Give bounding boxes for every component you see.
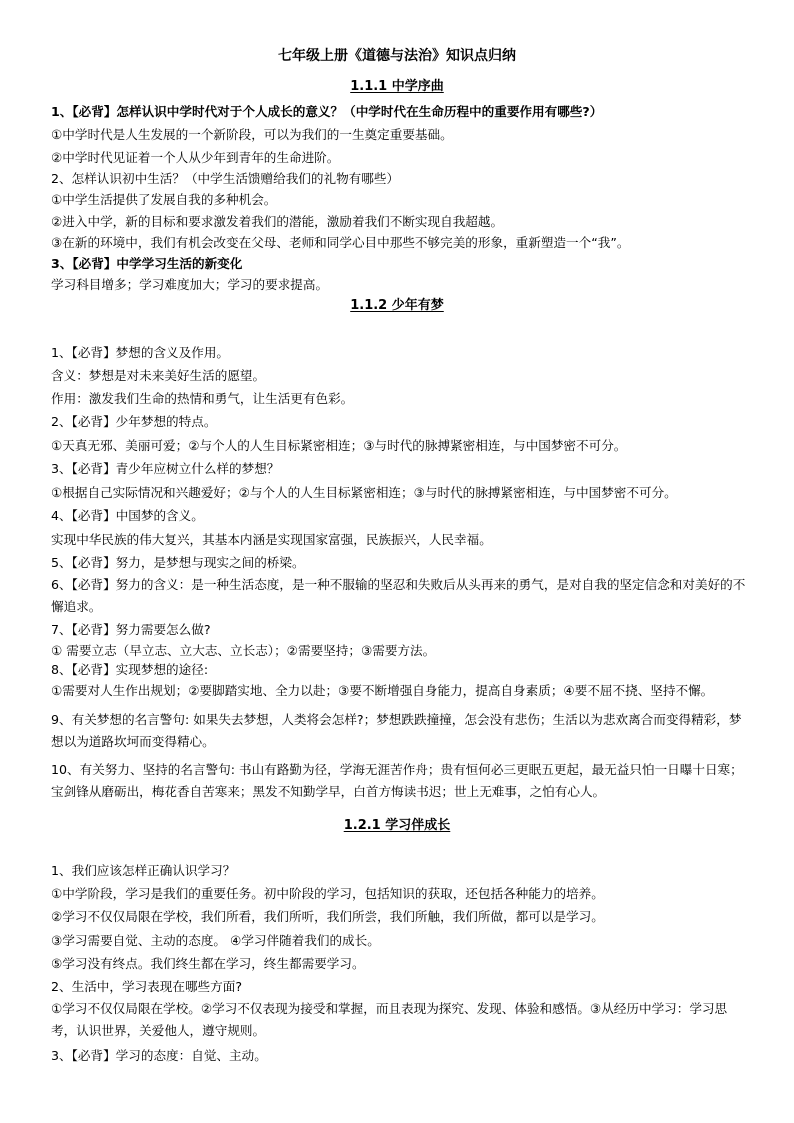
question-1: 1、【必背】梦想的含义及作用。 (51, 345, 230, 360)
section-heading-1-2-1: 1.2.1 学习伴成长 (343, 818, 451, 833)
answer-line: ②学习不仅仅局限在学校，我们所看，我们所听，我们所尝，我们所触，我们所做，都可以是学习。 (51, 909, 604, 924)
answer-line: 实现中华民族的伟大复兴，其基本内涵是实现国家富强，民族振兴，人民幸福。 (51, 532, 492, 547)
question-1: 1、【必背】怎样认识中学时代对于个人成长的意义？（中学时代在生命历程中的重要作用有哪些?） (51, 104, 603, 119)
answer-line: ①天真无邪、美丽可爱；②与个人的人生目标紧密相连；③与时代的脉搏紧密相连，与中国梦密不可分。 (51, 438, 627, 453)
answer-line: ①中学阶段，学习是我们的重要任务。初中阶段的学习，包括知识的获取，还包括各种能力的培养。 (51, 886, 604, 901)
answer-line: ②中学时代见证着一个人从少年到青年的生命进阶。 (51, 150, 340, 165)
question-2: 2、怎样认识初中生活？（中学生活馈赠给我们的礼物有哪些） (51, 171, 400, 186)
question-1: 1、我们应该怎样正确认识学习？ (51, 863, 236, 878)
answer-line: 学习科目增多；学习难度加大；学习的要求提高。 (51, 277, 329, 292)
section-heading-1-1-1: 1.1.1 中学序曲 (350, 79, 444, 94)
question-3: 3、【必背】中学学习生活的新变化 (51, 256, 243, 271)
question-5: 5、【必背】努力，是梦想与现实之间的桥梁。 (51, 555, 305, 570)
answer-paragraph: ①学习不仅仅局限在学校。②学习不仅表现为接受和掌握，而且表现为探究、发现、体验和感悟。③从经历中学习：学习思考，认识世界，关爱他人，遵守规则。 (51, 1001, 728, 1038)
question-8: 8、【必背】实现梦想的途径: (51, 662, 209, 677)
question-2: 2、生活中，学习表现在哪些方面? (51, 979, 243, 994)
answer-line: ①中学时代是人生发展的一个新阶段，可以为我们的一生奠定重要基础。 (51, 127, 453, 142)
section-heading-1-1-2: 1.1.2 少年有梦 (350, 298, 444, 313)
answer-line: ①根据自己实际情况和兴趣爱好；②与个人的人生目标紧密相连；③与时代的脉搏紧密相连，与中国梦密不可分。 (51, 485, 677, 500)
quotes-dreams: 9、有关梦想的名言警句: 如果失去梦想，人类将会怎样?；梦想跌跌撞撞，怎会没有悲伤；生活以为悲欢离合而变得精彩，梦想以为道路坎坷而变得精心。 (51, 712, 742, 749)
question-7: 7、【必背】努力需要怎么做? (51, 622, 211, 637)
document-title: 七年级上册《道德与法治》知识点归纳 (278, 48, 516, 64)
question-6: 6、【必背】努力的含义：是一种生活态度，是一种不服输的坚忍和失败后从头再来的勇气，是对自我的坚定信念和对美好的不懈追求。 (51, 577, 746, 614)
question-3: 3、【必背】青少年应树立什么样的梦想？ (51, 461, 280, 476)
question-4: 4、【必背】中国梦的含义。 (51, 508, 204, 523)
answer-line: ③在新的环境中，我们有机会改变在父母、老师和同学心目中那些不够完美的形象，重新塑造一个“我”。 (51, 235, 630, 250)
answer-line: ⑤学习没有终点。我们终生都在学习，终生都需要学习。 (51, 956, 365, 971)
answer-line: ①需要对人生作出规划；②要脚踏实地、全力以赴；③要不断增强自身能力，提高自身素质；④要不屈不挠、坚持不懈。 (51, 683, 714, 698)
answer-line: ①中学生活提供了发展自我的多种机会。 (51, 192, 277, 207)
question-3: 3、【必背】学习的态度：自觉、主动。 (51, 1048, 267, 1063)
answer-line: ③学习需要自觉、主动的态度。 ④学习伴随着我们的成长。 (51, 933, 380, 948)
quotes-effort: 10、有关努力、坚持的名言警句: 书山有路勤为径，学海无涯苦作舟；贵有恒何必三更眠五更起，最无益只怕一日曝十日寒；宝剑锋从磨砺出，梅花香自苦寒来；黑发不知勤学早，白首方悔读书迟；世上无难事，之怕有心人。 (51, 762, 743, 799)
answer-line: ① 需要立志（早立志、立大志、立长志）；②需要坚持；③需要方法。 (51, 643, 436, 658)
question-2: 2、【必背】少年梦想的特点。 (51, 414, 217, 429)
answer-line: ②进入中学，新的目标和要求激发着我们的潜能，激励着我们不断实现自我超越。 (51, 214, 504, 229)
answer-line: 含义：梦想是对未来美好生活的愿望。 (51, 368, 266, 383)
answer-line: 作用：激发我们生命的热情和勇气，让生活更有色彩。 (51, 391, 354, 406)
